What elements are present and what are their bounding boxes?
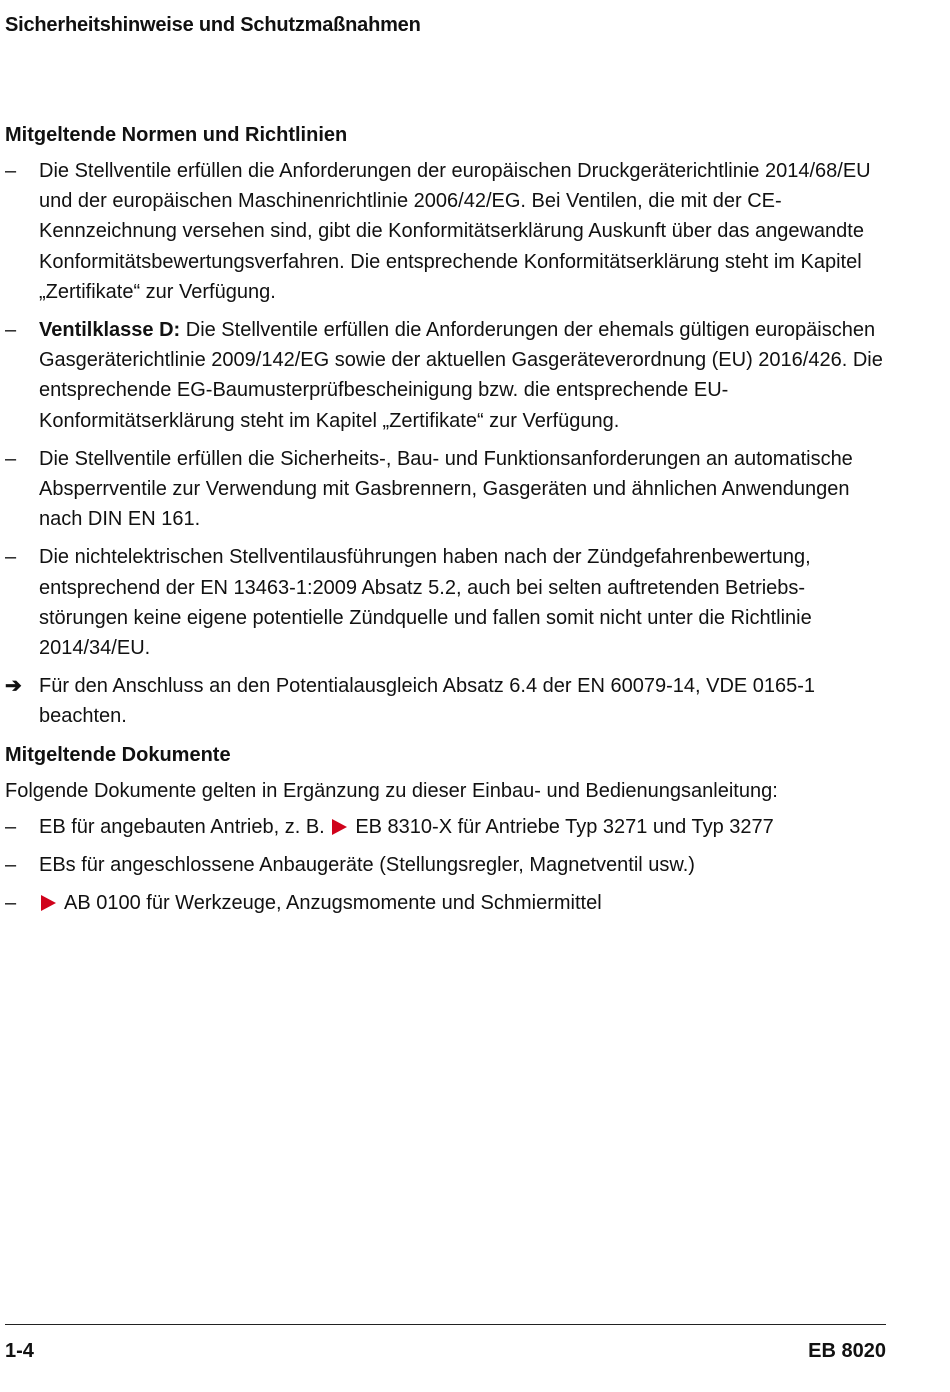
- list-item-text: Die Stellventile erfüllen die Anforderungen der ehemals gültigen europäischen Gasgeräterichtlinie 2009/142/EG sowie der aktuellen Gasgeräteverordnung (EU) 2016/426. Die entsprechende EG-Baumusterprüfbescheinigung bzw. die entsprechende EU-Konformitätserklärung steht im Kapitel „Zertifikate“ zur Verfügung.: [39, 319, 883, 432]
- footer-divider: [5, 1324, 886, 1325]
- dash-marker: –: [5, 546, 17, 569]
- section-intro: Folgende Dokumente gelten in Ergänzung zu dieser Einbau- und Bedienungsanleitung:: [5, 779, 778, 802]
- dash-marker: –: [5, 815, 17, 838]
- doc-link[interactable]: EB 8310-X für Antriebe Typ 3271 und Typ 3277: [355, 815, 774, 838]
- arrow-right-icon: ➔: [5, 675, 22, 698]
- section-heading-standards: Mitgeltende Normen und Richtlinien: [5, 124, 348, 146]
- dash-marker: –: [5, 447, 17, 470]
- list-item-text: Die Stellventile erfüllen die Sicherheits-, Bau- und Funktionsanforderungen an automatische Absperrventile zur Verwendung mit Gasbrennern, Gasgeräten und ähnlichen Anwendungen nach DIN EN 161.: [39, 447, 853, 531]
- list-item: [5, 542, 885, 663]
- section-heading-documents: Mitgeltende Dokumente: [5, 743, 231, 766]
- list-item-text: Die Stellventile erfüllen die Anforderungen der europäischen Druckgeräterichtlinie 2014/68/EU und der europäischen Maschinenrichtlinie 2006/42/EG. Bei Ventilen, die mit der CE-Kennzeichnung versehen sind, gibt die Konformitätserklärung Auskunft über das angewandte Konformitätsbewertungsverfahren. Die entsprechende Konformitätserklärung steht im Kapitel „Zertifikate“ zur Verfügung.: [39, 160, 871, 303]
- list-item: [5, 888, 885, 918]
- content: [5, 120, 885, 926]
- link-triangle-icon: [41, 895, 56, 911]
- list-item: [5, 315, 885, 436]
- list-item-content: [39, 315, 885, 436]
- list-item-text: EB für angebauten Antrieb, z. B.: [39, 815, 325, 838]
- list-item-content: [39, 812, 885, 842]
- doc-link[interactable]: AB 0100 für Werkzeuge, Anzugsmomente und Schmiermittel: [64, 892, 602, 915]
- dash-marker: –: [5, 319, 17, 342]
- list-item: [5, 671, 885, 731]
- document-code: EB 8020: [808, 1340, 886, 1362]
- link-triangle-icon: [332, 819, 347, 835]
- list-item-text: EBs für angeschlossene Anbaugeräte (Stellungsregler, Magnetventil usw.): [39, 854, 695, 877]
- dash-marker: –: [5, 892, 17, 915]
- dash-marker: –: [5, 854, 17, 877]
- list-item: [5, 812, 885, 842]
- valve-class-label: Ventilklasse D:: [39, 319, 181, 342]
- list-item: [5, 156, 885, 307]
- list-item-text: Die nichtelektrischen Stellventilausführungen haben nach der Zündgefahrenbewertung, entsprechend der EN 13463-1:2009 Absatz 5.2, auch bei selten auftretenden Betriebsstörungen keine eigene potentielle Zündquelle und fallen somit nicht unter die Richtlinie 2014/34/EU.: [39, 546, 812, 660]
- list-item-content: [39, 888, 885, 918]
- list-item-text: Für den Anschluss an den Potentialausgleich Absatz 6.4 der EN 60079-14, VDE 0165-1 beachten.: [39, 675, 816, 728]
- list-item: [5, 850, 885, 880]
- page-number: 1-4: [5, 1340, 34, 1362]
- list-item: [5, 444, 885, 535]
- page-header-title: Sicherheitshinweise und Schutzmaßnahmen: [5, 14, 421, 36]
- dash-marker: –: [5, 160, 17, 182]
